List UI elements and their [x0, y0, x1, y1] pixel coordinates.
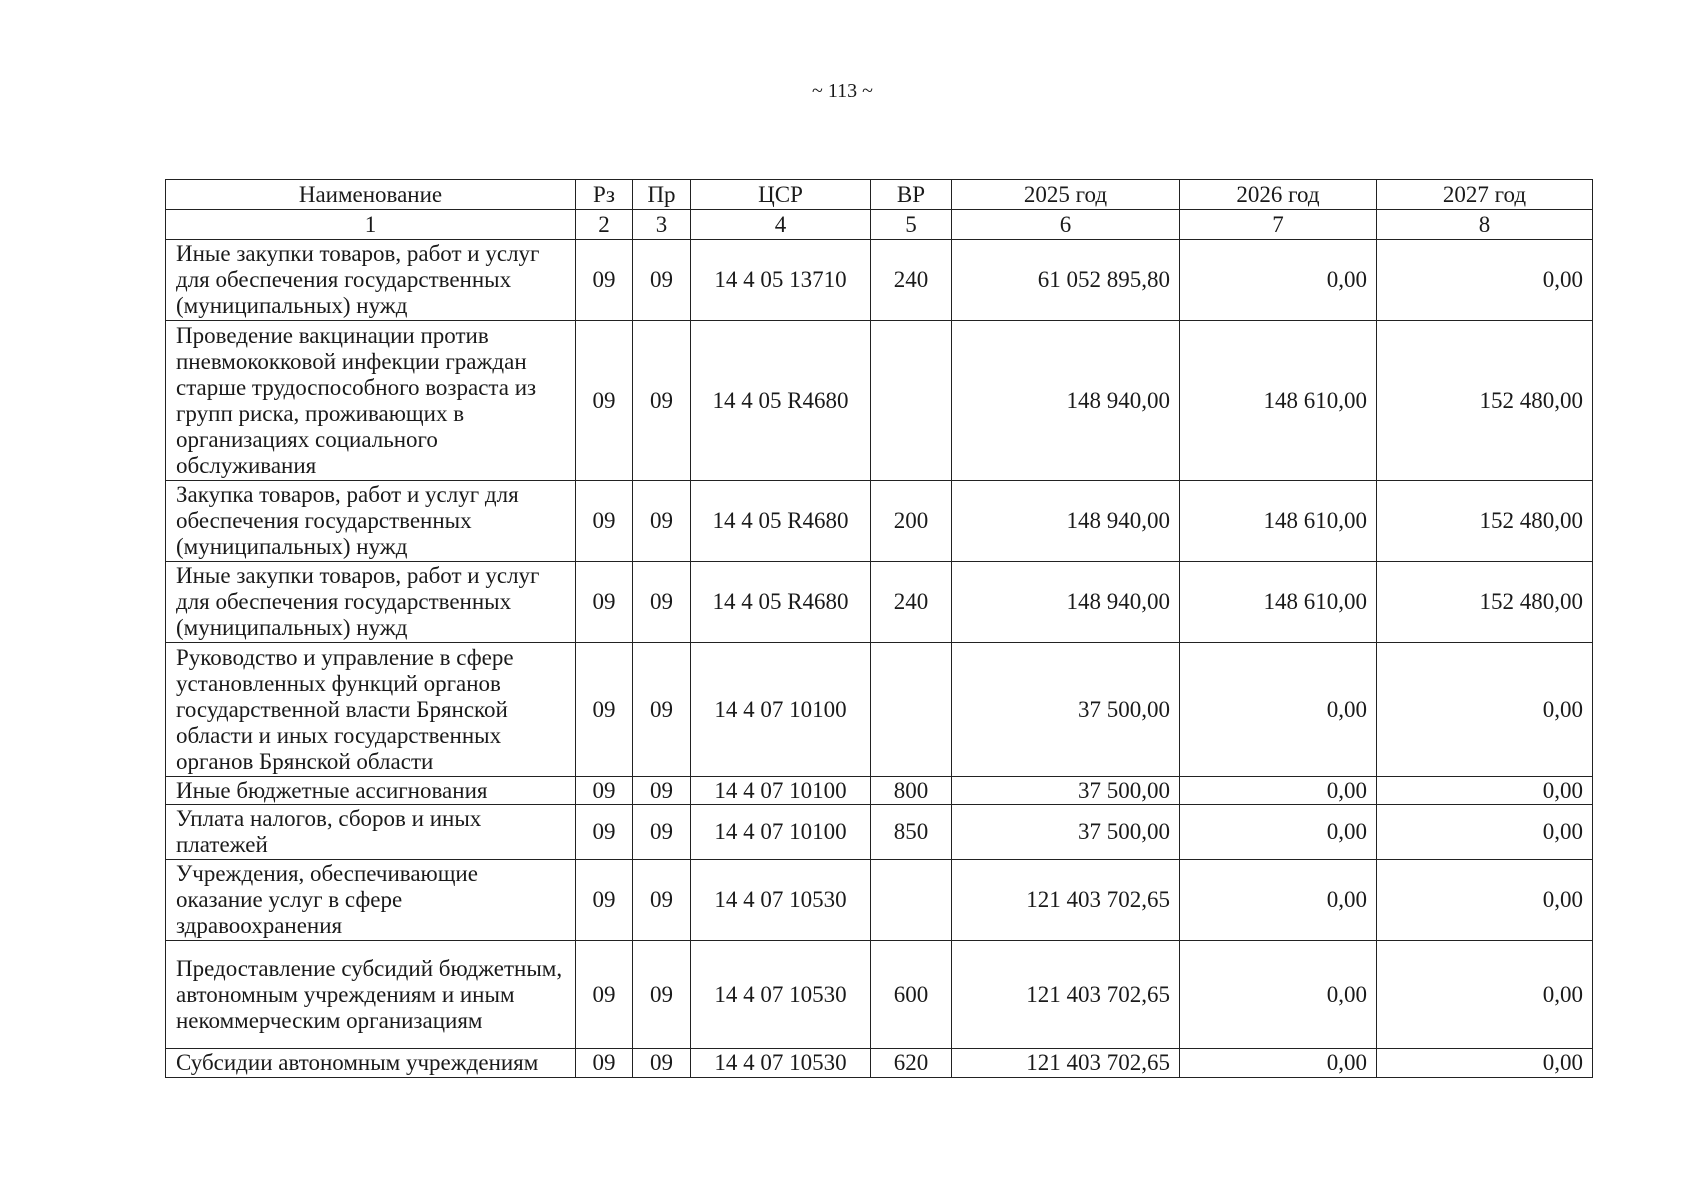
cell-2027: 0,00 — [1377, 860, 1593, 941]
cell-rz: 09 — [576, 481, 633, 562]
cell-2026: 148 610,00 — [1180, 562, 1377, 643]
cell-vr — [871, 860, 952, 941]
header-2027: 2027 год — [1377, 180, 1593, 210]
table-row — [166, 805, 1593, 860]
budget-table — [165, 179, 1593, 1078]
cell-2027: 152 480,00 — [1377, 321, 1593, 481]
cell-2025: 37 500,00 — [952, 643, 1180, 777]
cell-vr: 800 — [871, 777, 952, 805]
cell-2027: 0,00 — [1377, 941, 1593, 1049]
cell-rz: 09 — [576, 941, 633, 1049]
cell-csr: 14 4 07 10100 — [691, 805, 871, 860]
table-row — [166, 321, 1593, 481]
cell-name: Субсидии автономным учреждениям — [166, 1049, 576, 1078]
cell-csr: 14 4 07 10100 — [691, 777, 871, 805]
index-6: 6 — [952, 210, 1180, 240]
cell-csr: 14 4 05 13710 — [691, 240, 871, 321]
cell-csr: 14 4 05 R4680 — [691, 481, 871, 562]
cell-rz: 09 — [576, 321, 633, 481]
cell-pr: 09 — [633, 777, 691, 805]
cell-2026: 0,00 — [1180, 1049, 1377, 1078]
cell-pr: 09 — [633, 481, 691, 562]
cell-2026: 0,00 — [1180, 941, 1377, 1049]
header-rz: Рз — [576, 180, 633, 210]
table-row — [166, 941, 1593, 1049]
cell-name: Руководство и управление в сфере установленных функций органов государственной власти Брянской области и иных государственных органов Брянской области — [166, 643, 576, 777]
cell-2025: 148 940,00 — [952, 481, 1180, 562]
cell-vr: 240 — [871, 240, 952, 321]
cell-name: Иные бюджетные ассигнования — [166, 777, 576, 805]
cell-name: Закупка товаров, работ и услуг для обеспечения государственных (муниципальных) нужд — [166, 481, 576, 562]
cell-pr: 09 — [633, 941, 691, 1049]
index-8: 8 — [1377, 210, 1593, 240]
table-body — [166, 240, 1593, 1078]
page-number: ~ 113 ~ — [812, 80, 873, 102]
cell-pr: 09 — [633, 805, 691, 860]
header-csr: ЦСР — [691, 180, 871, 210]
cell-2026: 0,00 — [1180, 240, 1377, 321]
cell-2025: 61 052 895,80 — [952, 240, 1180, 321]
cell-2027: 0,00 — [1377, 240, 1593, 321]
cell-2027: 0,00 — [1377, 777, 1593, 805]
cell-pr: 09 — [633, 562, 691, 643]
header-row — [166, 180, 1593, 210]
index-3: 3 — [633, 210, 691, 240]
cell-2027: 152 480,00 — [1377, 481, 1593, 562]
cell-csr: 14 4 07 10530 — [691, 860, 871, 941]
cell-rz: 09 — [576, 1049, 633, 1078]
header-vr: ВР — [871, 180, 952, 210]
cell-rz: 09 — [576, 860, 633, 941]
cell-name: Иные закупки товаров, работ и услуг для обеспечения государственных (муниципальных) нужд — [166, 562, 576, 643]
cell-name: Проведение вакцинации против пневмококковой инфекции граждан старше трудоспособного возраста из групп риска, проживающих в организациях социального обслуживания — [166, 321, 576, 481]
cell-rz: 09 — [576, 643, 633, 777]
cell-2025: 121 403 702,65 — [952, 860, 1180, 941]
cell-2025: 121 403 702,65 — [952, 941, 1180, 1049]
cell-vr: 200 — [871, 481, 952, 562]
cell-2027: 152 480,00 — [1377, 562, 1593, 643]
cell-csr: 14 4 07 10100 — [691, 643, 871, 777]
cell-pr: 09 — [633, 643, 691, 777]
cell-vr — [871, 321, 952, 481]
cell-vr: 240 — [871, 562, 952, 643]
cell-2025: 148 940,00 — [952, 321, 1180, 481]
cell-name: Уплата налогов, сборов и иных платежей — [166, 805, 576, 860]
cell-rz: 09 — [576, 240, 633, 321]
cell-csr: 14 4 07 10530 — [691, 941, 871, 1049]
header-pr: Пр — [633, 180, 691, 210]
cell-2025: 37 500,00 — [952, 777, 1180, 805]
cell-2026: 148 610,00 — [1180, 321, 1377, 481]
cell-2027: 0,00 — [1377, 1049, 1593, 1078]
cell-2025: 37 500,00 — [952, 805, 1180, 860]
table-row — [166, 1049, 1593, 1078]
cell-2026: 0,00 — [1180, 805, 1377, 860]
cell-csr: 14 4 07 10530 — [691, 1049, 871, 1078]
cell-2027: 0,00 — [1377, 643, 1593, 777]
cell-2027: 0,00 — [1377, 805, 1593, 860]
cell-pr: 09 — [633, 321, 691, 481]
index-5: 5 — [871, 210, 952, 240]
table-row — [166, 240, 1593, 321]
index-4: 4 — [691, 210, 871, 240]
cell-2026: 148 610,00 — [1180, 481, 1377, 562]
index-1: 1 — [166, 210, 576, 240]
cell-vr — [871, 643, 952, 777]
table-row — [166, 481, 1593, 562]
header-name: Наименование — [166, 180, 576, 210]
cell-name: Иные закупки товаров, работ и услуг для обеспечения государственных (муниципальных) нужд — [166, 240, 576, 321]
header-2026: 2026 год — [1180, 180, 1377, 210]
table-row — [166, 860, 1593, 941]
cell-2026: 0,00 — [1180, 643, 1377, 777]
cell-csr: 14 4 05 R4680 — [691, 321, 871, 481]
cell-vr: 850 — [871, 805, 952, 860]
cell-2025: 121 403 702,65 — [952, 1049, 1180, 1078]
table-row — [166, 777, 1593, 805]
cell-2026: 0,00 — [1180, 860, 1377, 941]
header-2025: 2025 год — [952, 180, 1180, 210]
index-7: 7 — [1180, 210, 1377, 240]
index-2: 2 — [576, 210, 633, 240]
cell-rz: 09 — [576, 777, 633, 805]
cell-pr: 09 — [633, 240, 691, 321]
table-row — [166, 643, 1593, 777]
cell-pr: 09 — [633, 1049, 691, 1078]
table-row — [166, 562, 1593, 643]
cell-pr: 09 — [633, 860, 691, 941]
cell-2025: 148 940,00 — [952, 562, 1180, 643]
table-header — [166, 180, 1593, 240]
cell-2026: 0,00 — [1180, 777, 1377, 805]
cell-rz: 09 — [576, 562, 633, 643]
index-row — [166, 210, 1593, 240]
cell-name: Предоставление субсидий бюджетным, автономным учреждениям и иным некоммерческим организациям — [166, 941, 576, 1049]
cell-rz: 09 — [576, 805, 633, 860]
cell-csr: 14 4 05 R4680 — [691, 562, 871, 643]
cell-vr: 600 — [871, 941, 952, 1049]
cell-name: Учреждения, обеспечивающие оказание услуг в сфере здравоохранения — [166, 860, 576, 941]
cell-vr: 620 — [871, 1049, 952, 1078]
